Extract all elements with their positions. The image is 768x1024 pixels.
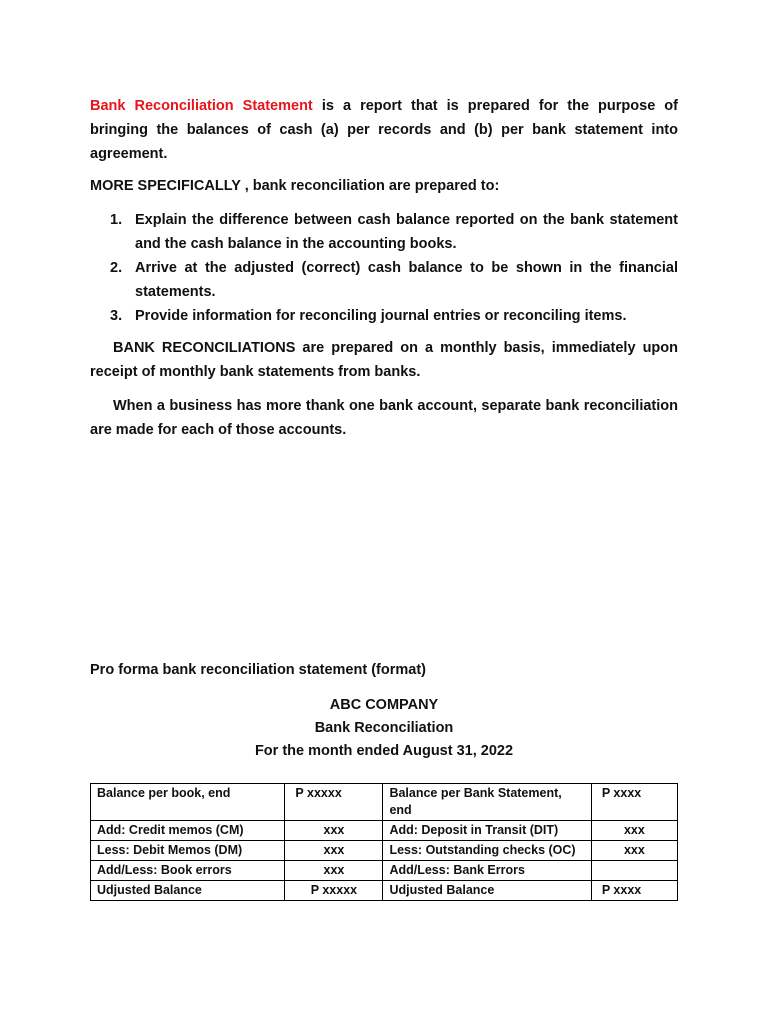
table-cell: Add/Less: Bank Errors xyxy=(383,861,591,881)
table-cell xyxy=(591,861,677,881)
table-row xyxy=(91,821,678,841)
list-item xyxy=(90,208,678,256)
list-text: Provide information for reconciling journal entries or reconciling items. xyxy=(135,308,627,324)
table-cell: P xxxx xyxy=(591,784,677,821)
intro-paragraph xyxy=(90,94,678,166)
table-row xyxy=(91,784,678,821)
table-cell: Add: Deposit in Transit (DIT) xyxy=(383,821,591,841)
table-row xyxy=(91,841,678,861)
list-number: 2. xyxy=(110,260,123,276)
statement-title: Bank Reconciliation xyxy=(314,720,454,736)
table-cell: P xxxx xyxy=(591,881,677,901)
table-cell: P xxxxx xyxy=(285,784,383,821)
monthly-paragraph: BANK RECONCILIATIONS are prepared on a monthly basis, immediately upon receipt of monthly bank statements from banks. xyxy=(90,340,678,380)
statement-period: For the month ended August 31, 2022 xyxy=(254,743,514,759)
table-row xyxy=(91,861,678,881)
table-cell: Add/Less: Book errors xyxy=(91,861,285,881)
more-specifically-line: MORE SPECIFICALLY , bank reconciliation are prepared to: xyxy=(90,178,500,194)
company-name: ABC COMPANY xyxy=(329,697,439,713)
table-cell: Udjusted Balance xyxy=(383,881,591,901)
intro-highlight: Bank Reconciliation Statement xyxy=(90,98,313,114)
list-text: Explain the difference between cash balance reported on the bank statement and the cash balance in the accounting books. xyxy=(135,212,678,252)
table-cell: Less: Outstanding checks (OC) xyxy=(383,841,591,861)
document-body xyxy=(90,94,678,442)
list-item xyxy=(90,256,678,304)
intro-text: is a report that is prepared for the purpose of bringing the balances of cash (a) per records and (b) per bank statement into agreement. xyxy=(90,98,678,162)
reconciliation-table xyxy=(90,783,678,901)
table-cell: xxx xyxy=(285,821,383,841)
statement-heading xyxy=(90,694,678,763)
table-cell: Balance per Bank Statement, end xyxy=(383,784,591,821)
list-number: 3. xyxy=(110,308,123,324)
table-cell: P xxxxx xyxy=(285,881,383,901)
list-text: Arrive at the adjusted (correct) cash balance to be shown in the financial statements. xyxy=(135,260,678,300)
table-cell: Balance per book, end xyxy=(91,784,285,821)
table-cell: xxx xyxy=(591,841,677,861)
proforma-title: Pro forma bank reconciliation statement (format) xyxy=(90,662,426,678)
table-cell: xxx xyxy=(285,861,383,881)
list-number: 1. xyxy=(110,212,123,228)
table-cell: Add: Credit memos (CM) xyxy=(91,821,285,841)
table-cell: xxx xyxy=(591,821,677,841)
business-paragraph: When a business has more thank one bank account, separate bank reconciliation are made for each of those accounts. xyxy=(90,398,678,438)
table-cell: Udjusted Balance xyxy=(91,881,285,901)
list-item xyxy=(90,304,678,328)
table-row xyxy=(91,881,678,901)
table-cell: xxx xyxy=(285,841,383,861)
table-cell: Less: Debit Memos (DM) xyxy=(91,841,285,861)
purpose-list xyxy=(90,208,678,328)
